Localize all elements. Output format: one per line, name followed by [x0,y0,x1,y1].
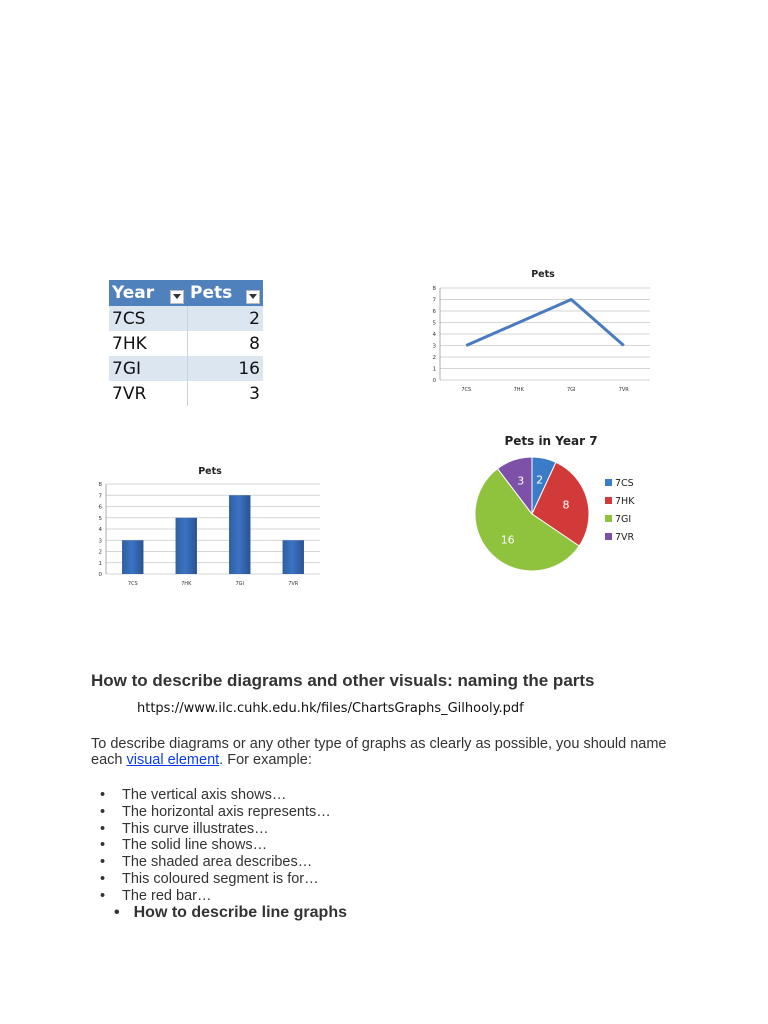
x-tick-label: 7HK [181,581,192,587]
y-tick-label: 7 [432,297,436,304]
chart-title: Pets [198,466,222,477]
y-tick-label: 3 [432,343,436,350]
y-tick-label: 2 [98,549,102,556]
list-item: • The red bar… [100,888,331,905]
legend-swatch [605,479,612,486]
cell-year: 7VR [109,381,187,406]
pie-data-label: 2 [536,473,544,487]
cell-pets: 8 [187,331,263,356]
table-row [109,306,263,331]
x-tick-label: 7GI [235,581,245,587]
table-row [109,381,263,406]
table-row [109,356,263,381]
cell-year: 7GI [109,356,187,381]
y-tick-label: 0 [98,572,102,578]
legend-label: 7HK [615,496,635,507]
legend-swatch [605,497,612,504]
x-tick-label: 7VR [618,387,629,393]
y-tick-label: 1 [98,560,102,567]
line-chart [425,262,660,397]
list-item: • The vertical axis shows… [100,787,331,804]
filter-dropdown-icon[interactable] [170,290,184,304]
sub-heading-text: How to describe line graphs [133,904,347,921]
y-tick-label: 8 [98,482,102,488]
table-header-row [109,280,263,306]
intro-text: To describe diagrams or any other type of graphs as clearly as possible, you should name each [91,736,667,768]
y-tick-label: 4 [98,527,102,533]
pie-chart [462,428,662,576]
list-item: • The horizontal axis represents… [100,804,331,821]
chart-title: Pets [531,269,555,280]
cell-pets: 3 [187,381,263,406]
pie-data-label: 3 [517,474,525,488]
y-tick-label: 7 [98,493,102,500]
y-tick-label: 2 [432,355,436,361]
x-tick-label: 7CS [127,581,138,587]
x-tick-label: 7CS [461,387,472,393]
column-header-label: Pets [190,282,233,303]
x-tick-label: 7HK [513,387,524,393]
column-header-pets[interactable] [187,280,263,306]
column-header-label: Year [112,282,155,303]
cell-pets: 16 [187,356,263,381]
legend-label: 7VR [615,532,635,543]
cell-year: 7HK [109,331,187,356]
x-tick-label: 7GI [566,387,576,393]
intro-paragraph [91,736,671,768]
pie-data-label: 16 [500,533,515,547]
cell-pets: 2 [187,306,263,331]
list-item: • This coloured segment is for… [100,871,331,888]
chart-title: Pets in Year 7 [504,434,598,448]
bar [176,518,197,574]
list-item: • The solid line shows… [100,837,331,854]
section-heading: How to describe diagrams and other visuals: naming the parts [91,671,595,690]
list-item: • This curve illustrates… [100,821,331,838]
legend-swatch [605,515,612,522]
y-tick-label: 0 [432,378,436,384]
legend-label: 7CS [615,478,634,489]
cell-year: 7CS [109,306,187,331]
y-tick-label: 1 [432,366,436,373]
list-item: • The shaded area describes… [100,854,331,871]
bar [283,540,304,574]
y-tick-label: 5 [98,515,102,522]
legend-swatch [605,533,612,540]
bar [229,495,250,574]
x-tick-label: 7VR [288,581,299,587]
y-tick-label: 5 [432,320,436,327]
bar [122,540,143,574]
y-tick-label: 6 [432,309,436,315]
source-url: https://www.ilc.cuhk.edu.hk/files/ChartsGraphs_Gilhooly.pdf [137,701,524,716]
y-tick-label: 8 [432,286,436,292]
bar-chart [88,460,328,592]
sub-heading [114,904,347,922]
pie-data-label: 8 [562,498,570,512]
filter-dropdown-icon[interactable] [246,290,260,304]
visual-element-link[interactable]: visual element [126,752,220,768]
y-tick-label: 4 [432,332,436,338]
pets-table [109,280,263,406]
legend-label: 7GI [615,514,632,525]
y-tick-label: 3 [98,538,102,545]
bullet-dot: • [114,904,120,921]
table-row [109,331,263,356]
y-tick-label: 6 [98,504,102,511]
intro-text-end: . For example: [219,752,312,768]
column-header-year[interactable] [109,280,187,306]
example-list [100,787,331,905]
